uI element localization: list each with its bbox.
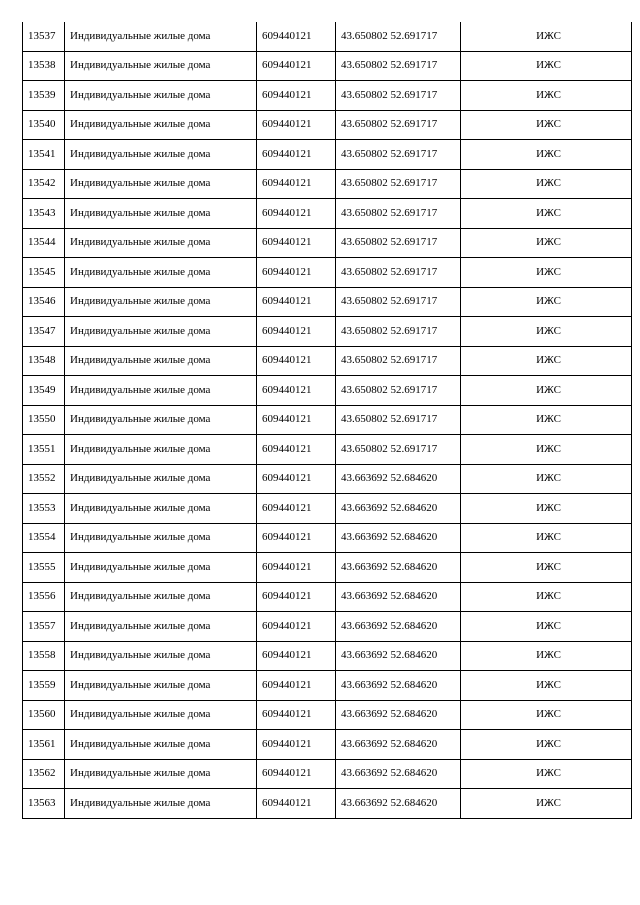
territory-code-cell: 609440121 (257, 405, 336, 435)
coordinates-cell: 43.650802 52.691717 (336, 346, 461, 376)
object-type-cell: Индивидуальные жилые дома (65, 700, 257, 730)
registry-table (22, 22, 632, 819)
document-page (22, 22, 632, 819)
coordinates-cell: 43.663692 52.684620 (336, 494, 461, 524)
territory-code-cell: 609440121 (257, 494, 336, 524)
coordinates-cell: 43.650802 52.691717 (336, 258, 461, 288)
record-id-cell: 13556 (23, 582, 65, 612)
record-id-cell: 13562 (23, 759, 65, 789)
table-row (23, 641, 632, 671)
coordinates-cell: 43.663692 52.684620 (336, 641, 461, 671)
table-row (23, 81, 632, 111)
object-type-cell: Индивидуальные жилые дома (65, 81, 257, 111)
territory-code-cell: 609440121 (257, 258, 336, 288)
territory-code-cell: 609440121 (257, 51, 336, 81)
object-type-cell: Индивидуальные жилые дома (65, 22, 257, 51)
table-row (23, 700, 632, 730)
coordinates-cell: 43.650802 52.691717 (336, 81, 461, 111)
record-id-cell: 13539 (23, 81, 65, 111)
category-cell: ИЖС (461, 81, 632, 111)
category-cell: ИЖС (461, 789, 632, 819)
category-cell: ИЖС (461, 523, 632, 553)
territory-code-cell: 609440121 (257, 523, 336, 553)
object-type-cell: Индивидуальные жилые дома (65, 199, 257, 229)
territory-code-cell: 609440121 (257, 789, 336, 819)
territory-code-cell: 609440121 (257, 199, 336, 229)
record-id-cell: 13537 (23, 22, 65, 51)
category-cell: ИЖС (461, 494, 632, 524)
category-cell: ИЖС (461, 671, 632, 701)
territory-code-cell: 609440121 (257, 582, 336, 612)
record-id-cell: 13547 (23, 317, 65, 347)
object-type-cell: Индивидуальные жилые дома (65, 494, 257, 524)
territory-code-cell: 609440121 (257, 376, 336, 406)
coordinates-cell: 43.663692 52.684620 (336, 612, 461, 642)
coordinates-cell: 43.663692 52.684620 (336, 730, 461, 760)
table-row (23, 523, 632, 553)
territory-code-cell: 609440121 (257, 641, 336, 671)
category-cell: ИЖС (461, 553, 632, 583)
record-id-cell: 13540 (23, 110, 65, 140)
category-cell: ИЖС (461, 140, 632, 170)
record-id-cell: 13548 (23, 346, 65, 376)
table-row (23, 51, 632, 81)
territory-code-cell: 609440121 (257, 759, 336, 789)
table-row (23, 612, 632, 642)
record-id-cell: 13552 (23, 464, 65, 494)
coordinates-cell: 43.663692 52.684620 (336, 759, 461, 789)
coordinates-cell: 43.650802 52.691717 (336, 405, 461, 435)
object-type-cell: Индивидуальные жилые дома (65, 612, 257, 642)
territory-code-cell: 609440121 (257, 287, 336, 317)
record-id-cell: 13557 (23, 612, 65, 642)
object-type-cell: Индивидуальные жилые дома (65, 759, 257, 789)
record-id-cell: 13554 (23, 523, 65, 553)
coordinates-cell: 43.650802 52.691717 (336, 317, 461, 347)
coordinates-cell: 43.663692 52.684620 (336, 789, 461, 819)
table-row (23, 317, 632, 347)
table-row (23, 405, 632, 435)
object-type-cell: Индивидуальные жилые дома (65, 553, 257, 583)
object-type-cell: Индивидуальные жилые дома (65, 582, 257, 612)
object-type-cell: Индивидуальные жилые дома (65, 464, 257, 494)
coordinates-cell: 43.650802 52.691717 (336, 435, 461, 465)
coordinates-cell: 43.663692 52.684620 (336, 700, 461, 730)
coordinates-cell: 43.663692 52.684620 (336, 671, 461, 701)
territory-code-cell: 609440121 (257, 81, 336, 111)
object-type-cell: Индивидуальные жилые дома (65, 730, 257, 760)
coordinates-cell: 43.650802 52.691717 (336, 376, 461, 406)
category-cell: ИЖС (461, 612, 632, 642)
table-row (23, 582, 632, 612)
category-cell: ИЖС (461, 376, 632, 406)
table-row (23, 435, 632, 465)
record-id-cell: 13563 (23, 789, 65, 819)
record-id-cell: 13553 (23, 494, 65, 524)
table-row (23, 110, 632, 140)
table-row (23, 287, 632, 317)
territory-code-cell: 609440121 (257, 612, 336, 642)
territory-code-cell: 609440121 (257, 110, 336, 140)
record-id-cell: 13550 (23, 405, 65, 435)
category-cell: ИЖС (461, 110, 632, 140)
territory-code-cell: 609440121 (257, 346, 336, 376)
category-cell: ИЖС (461, 582, 632, 612)
category-cell: ИЖС (461, 199, 632, 229)
table-row (23, 464, 632, 494)
record-id-cell: 13555 (23, 553, 65, 583)
table-row (23, 346, 632, 376)
object-type-cell: Индивидуальные жилые дома (65, 258, 257, 288)
category-cell: ИЖС (461, 405, 632, 435)
table-row (23, 140, 632, 170)
category-cell: ИЖС (461, 228, 632, 258)
category-cell: ИЖС (461, 169, 632, 199)
coordinates-cell: 43.650802 52.691717 (336, 199, 461, 229)
coordinates-cell: 43.650802 52.691717 (336, 287, 461, 317)
category-cell: ИЖС (461, 730, 632, 760)
table-row (23, 376, 632, 406)
record-id-cell: 13544 (23, 228, 65, 258)
record-id-cell: 13551 (23, 435, 65, 465)
object-type-cell: Индивидуальные жилые дома (65, 346, 257, 376)
registry-table-body (23, 22, 632, 818)
table-row (23, 258, 632, 288)
category-cell: ИЖС (461, 700, 632, 730)
coordinates-cell: 43.650802 52.691717 (336, 51, 461, 81)
object-type-cell: Индивидуальные жилые дома (65, 317, 257, 347)
coordinates-cell: 43.650802 52.691717 (336, 140, 461, 170)
object-type-cell: Индивидуальные жилые дома (65, 671, 257, 701)
category-cell: ИЖС (461, 435, 632, 465)
territory-code-cell: 609440121 (257, 22, 336, 51)
coordinates-cell: 43.650802 52.691717 (336, 110, 461, 140)
territory-code-cell: 609440121 (257, 553, 336, 583)
object-type-cell: Индивидуальные жилые дома (65, 287, 257, 317)
category-cell: ИЖС (461, 641, 632, 671)
table-row (23, 553, 632, 583)
object-type-cell: Индивидуальные жилые дома (65, 51, 257, 81)
record-id-cell: 13558 (23, 641, 65, 671)
territory-code-cell: 609440121 (257, 228, 336, 258)
coordinates-cell: 43.663692 52.684620 (336, 582, 461, 612)
territory-code-cell: 609440121 (257, 317, 336, 347)
coordinates-cell: 43.650802 52.691717 (336, 169, 461, 199)
record-id-cell: 13559 (23, 671, 65, 701)
category-cell: ИЖС (461, 317, 632, 347)
category-cell: ИЖС (461, 287, 632, 317)
category-cell: ИЖС (461, 51, 632, 81)
object-type-cell: Индивидуальные жилые дома (65, 376, 257, 406)
object-type-cell: Индивидуальные жилые дома (65, 110, 257, 140)
object-type-cell: Индивидуальные жилые дома (65, 140, 257, 170)
coordinates-cell: 43.650802 52.691717 (336, 22, 461, 51)
category-cell: ИЖС (461, 759, 632, 789)
object-type-cell: Индивидуальные жилые дома (65, 435, 257, 465)
category-cell: ИЖС (461, 346, 632, 376)
table-row (23, 789, 632, 819)
territory-code-cell: 609440121 (257, 435, 336, 465)
object-type-cell: Индивидуальные жилые дома (65, 789, 257, 819)
object-type-cell: Индивидуальные жилые дома (65, 523, 257, 553)
category-cell: ИЖС (461, 22, 632, 51)
table-row (23, 494, 632, 524)
table-row (23, 730, 632, 760)
coordinates-cell: 43.650802 52.691717 (336, 228, 461, 258)
category-cell: ИЖС (461, 464, 632, 494)
record-id-cell: 13561 (23, 730, 65, 760)
table-row (23, 22, 632, 51)
table-row (23, 759, 632, 789)
object-type-cell: Индивидуальные жилые дома (65, 228, 257, 258)
territory-code-cell: 609440121 (257, 671, 336, 701)
territory-code-cell: 609440121 (257, 169, 336, 199)
record-id-cell: 13538 (23, 51, 65, 81)
table-row (23, 671, 632, 701)
category-cell: ИЖС (461, 258, 632, 288)
record-id-cell: 13542 (23, 169, 65, 199)
object-type-cell: Индивидуальные жилые дома (65, 405, 257, 435)
record-id-cell: 13545 (23, 258, 65, 288)
coordinates-cell: 43.663692 52.684620 (336, 464, 461, 494)
territory-code-cell: 609440121 (257, 700, 336, 730)
record-id-cell: 13546 (23, 287, 65, 317)
record-id-cell: 13543 (23, 199, 65, 229)
table-row (23, 199, 632, 229)
record-id-cell: 13560 (23, 700, 65, 730)
object-type-cell: Индивидуальные жилые дома (65, 641, 257, 671)
territory-code-cell: 609440121 (257, 730, 336, 760)
table-row (23, 228, 632, 258)
object-type-cell: Индивидуальные жилые дома (65, 169, 257, 199)
coordinates-cell: 43.663692 52.684620 (336, 553, 461, 583)
table-row (23, 169, 632, 199)
territory-code-cell: 609440121 (257, 140, 336, 170)
record-id-cell: 13549 (23, 376, 65, 406)
coordinates-cell: 43.663692 52.684620 (336, 523, 461, 553)
territory-code-cell: 609440121 (257, 464, 336, 494)
record-id-cell: 13541 (23, 140, 65, 170)
